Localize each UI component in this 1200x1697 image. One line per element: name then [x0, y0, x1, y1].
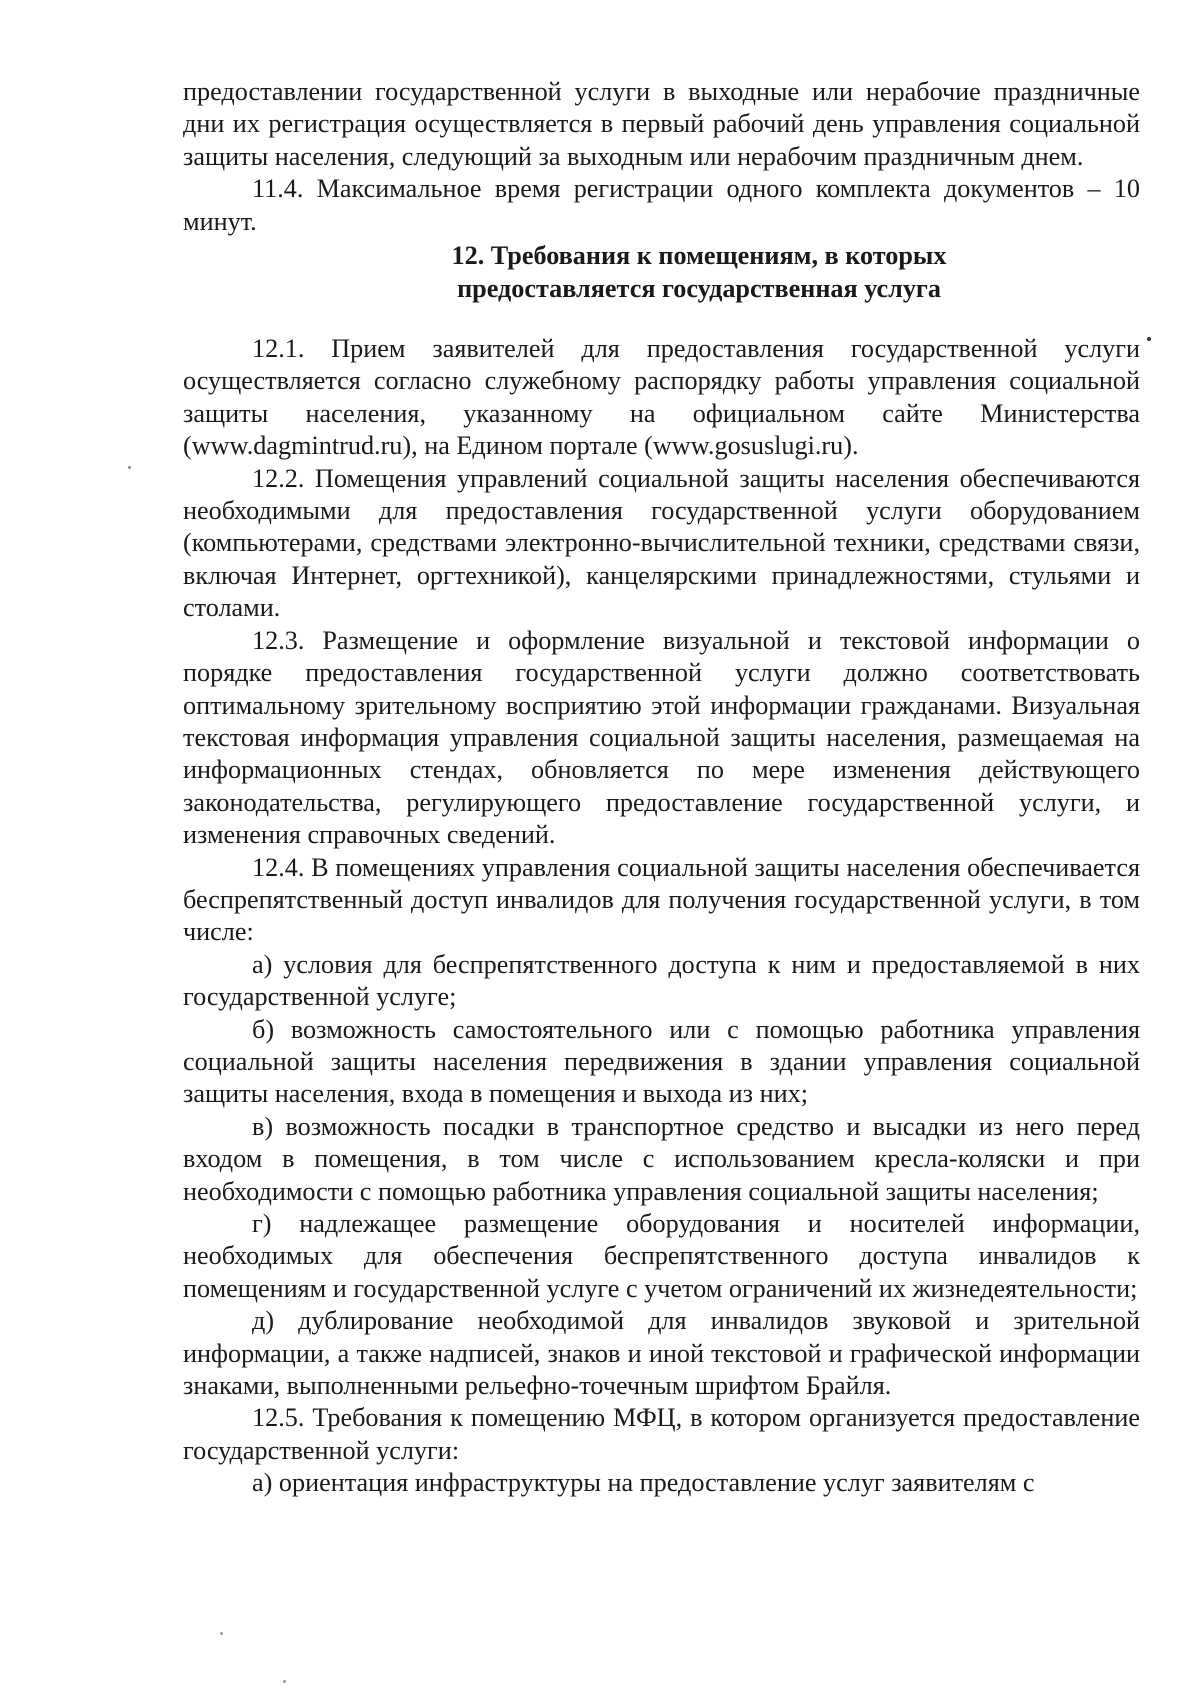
list-item-g: г) надлежащее размещение оборудования и носителей информации, необходимых для обеспечения беспрепятственного доступа инвалидов к помещениям и государственной услуге с учетом ограничений их жизнедеятельности; — [183, 1209, 1140, 1303]
scan-speck — [1147, 337, 1151, 341]
paragraph-continuation: предоставлении государственной услуги в выходные или нерабочие праздничные дни их регистрация осуществляется в первый рабочий день управления социальной защиты населения, следующий за выходным или нерабочим праздничным днем. — [183, 77, 1140, 171]
paragraph-12-2: 12.2. Помещения управлений социальной защиты населения обеспечиваются необходимыми для предоставления государственной услуги оборудованием (компьютерами, средствами электронно-вычислительной техники, средствами связи, включая Интернет, оргтехникой), канцелярскими принадлежностями, стульями и столами. — [183, 463, 1140, 623]
list-item-a: а) условия для беспрепятственного доступа к ним и предоставляемой в них государственной услуге; — [183, 949, 1140, 1012]
section-heading — [258, 239, 1140, 305]
paragraph-12-3: 12.3. Размещение и оформление визуальной и текстовой информации о порядке предоставления государственной услуги должно соответствовать оптимальному зрительному восприятию этой информации гражданами. Визуальная текстовая информация управления социальной защиты населения, размещаемая на информационных стендах, обновляется по мере изменения действующего законодательства, регулирующего предоставление государственной услуги, и изменения справочных сведений. — [183, 625, 1140, 850]
paragraph-12-4: 12.4. В помещениях управления социальной защиты населения обеспечивается беспрепятственный доступ инвалидов для получения государственной услуги, в том числе: — [183, 852, 1140, 947]
list-item-a-12-5: а) ориентация инфраструктуры на предоставление услуг заявителям с — [252, 1468, 1035, 1498]
paragraph-12-1: 12.1. Прием заявителей для предоставления государственной услуги осуществляется согласно служебному распорядку работы управления социальной защиты населения, указанному на официальном сайте Министерства (www.dagmintrud.ru), на Едином портале (www.gosuslugi.ru). — [183, 334, 1140, 461]
heading-spacer — [183, 305, 1140, 333]
scan-speck — [220, 1632, 223, 1635]
section-heading-line2: предоставляется государственная услуга — [457, 274, 941, 304]
scan-speck — [283, 1680, 286, 1683]
list-item-b: б) возможность самостоятельного или с помощью работника управления социальной защиты населения передвижения в здании управления социальной защиты населения, входа в помещения и выхода из них; — [183, 1014, 1140, 1109]
list-item-d: д) дублирование необходимой для инвалидов звуковой и зрительной информации, а также надписей, знаков и иной текстовой и графической информации знаками, выполненными рельефно-точечным шрифтом Брайля. — [183, 1306, 1140, 1401]
paragraph-12-5: 12.5. Требования к помещению МФЦ, в котором организуется предоставление государственной услуги: — [183, 1403, 1140, 1465]
paragraph-11-4: 11.4. Максимальное время регистрации одного комплекта документов – 10 минут. — [183, 174, 1140, 236]
list-item-v: в) возможность посадки в транспортное средство и высадки из него перед входом в помещения, в том числе с использованием кресла-коляски и при необходимости с помощью работника управления социальной защиты населения; — [183, 1111, 1140, 1206]
document-body — [183, 76, 1140, 1500]
section-heading-line1: 12. Требования к помещениям, в которых — [451, 241, 947, 271]
scan-speck — [128, 466, 131, 469]
